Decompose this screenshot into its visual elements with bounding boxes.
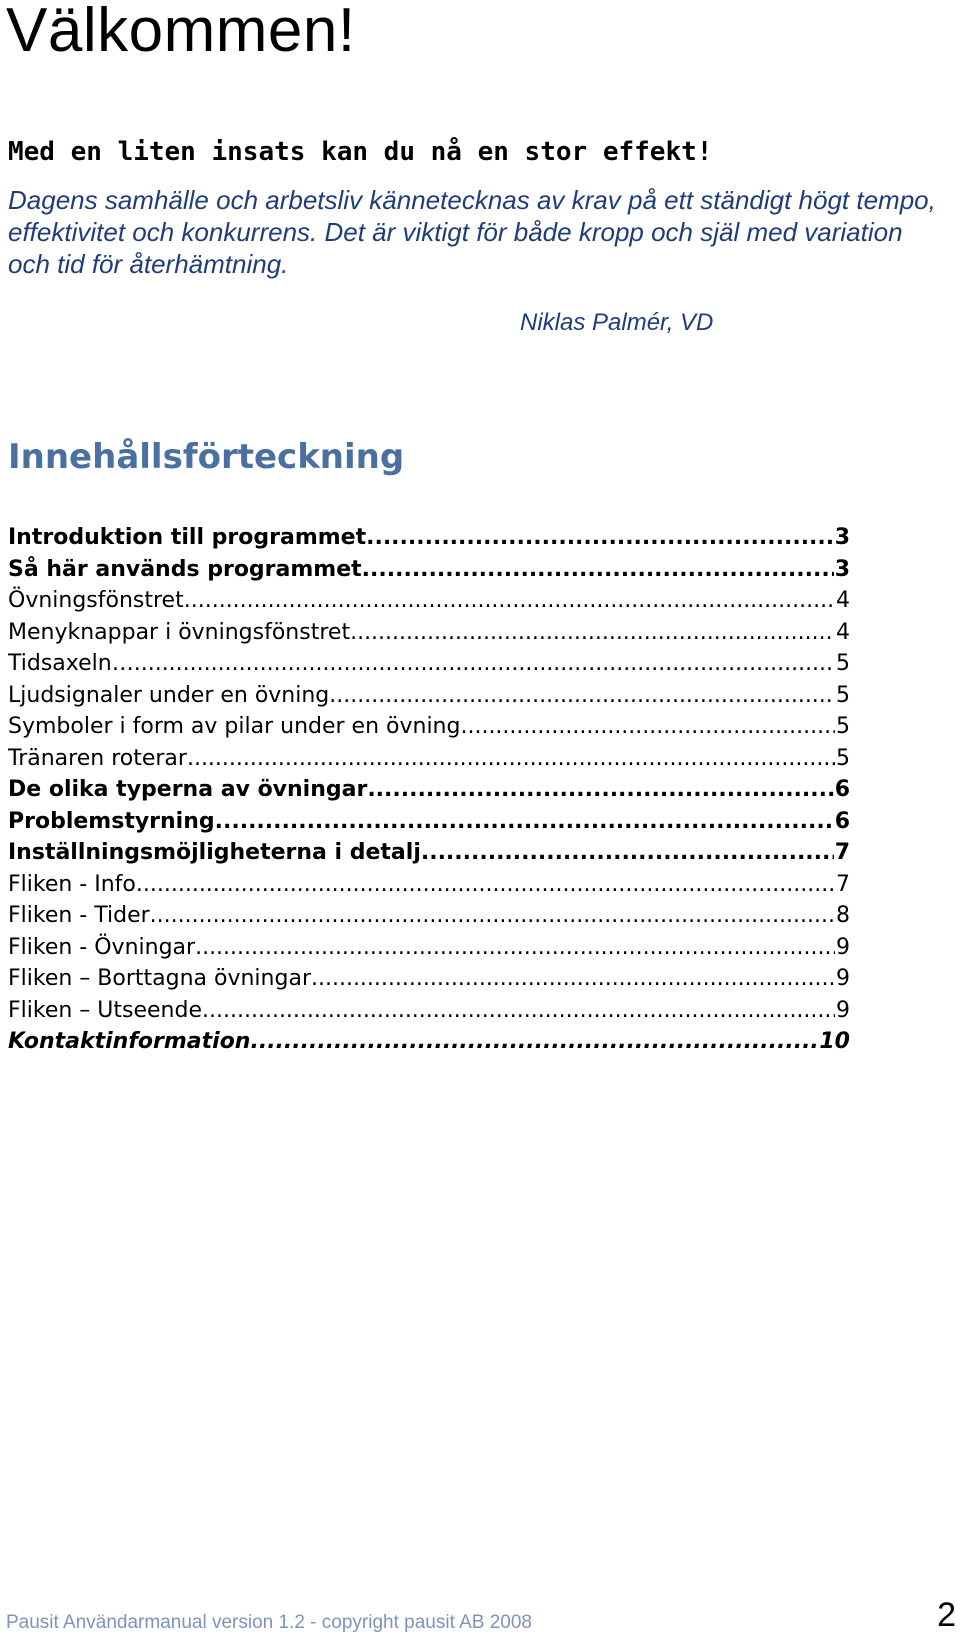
toc-entry-label: Fliken – Utseende xyxy=(8,997,203,1023)
toc-leader-dots xyxy=(460,711,835,743)
toc-leader-dots xyxy=(150,900,835,932)
footer-text: Pausit Användarmanual version 1.2 - copyright pausit AB 2008 xyxy=(6,1612,532,1633)
toc-entry-page: 6 xyxy=(834,777,850,802)
toc-entry-label: De olika typerna av övningar xyxy=(8,777,368,802)
toc-entry[interactable] xyxy=(8,995,850,1027)
toc-entry[interactable] xyxy=(8,774,850,806)
toc-entry-page: 3 xyxy=(834,525,850,550)
toc-entry-page: 8 xyxy=(836,903,850,928)
toc-leader-dots xyxy=(311,963,835,995)
toc-leader-dots xyxy=(195,932,835,964)
toc-entry[interactable] xyxy=(8,869,850,901)
toc-leader-dots xyxy=(215,806,834,838)
toc-entry[interactable] xyxy=(8,617,850,649)
toc-entry[interactable] xyxy=(8,1026,850,1058)
toc-entry-label: Fliken - Info xyxy=(8,871,136,897)
toc-leader-dots xyxy=(329,680,835,712)
toc-entry[interactable] xyxy=(8,900,850,932)
toc-entry[interactable] xyxy=(8,837,850,869)
toc-entry-page: 9 xyxy=(836,966,850,991)
toc-entry-page: 6 xyxy=(834,808,850,834)
intro-paragraph: Dagens samhälle och arbetsliv kännetecknas av krav på ett ständigt högt tempo, effektivitet och konkurrens. Det är viktigt för både kropp och själ med variation och tid för återhämtning. xyxy=(8,185,936,279)
toc-entry-label: Inställningsmöjligheterna i detalj xyxy=(8,840,421,865)
toc-entry-label: Tidsaxeln… xyxy=(8,651,134,676)
toc-entry-page: 5 xyxy=(836,651,850,676)
toc-entry[interactable] xyxy=(8,648,850,680)
toc-entry-page: 5 xyxy=(836,745,850,771)
toc-heading: Innehållsförteckning xyxy=(8,437,405,477)
toc-entry[interactable] xyxy=(8,554,850,586)
toc-entry-label: Så här används programmet xyxy=(8,556,362,582)
signature: Niklas Palmér, VD xyxy=(520,309,714,336)
toc-entry-page: 7 xyxy=(834,840,850,865)
toc-entry[interactable] xyxy=(8,522,850,554)
toc-leader-dots xyxy=(134,648,835,680)
toc-leader-dots xyxy=(362,554,834,586)
toc-entry-label: Ljudsignaler under en övning xyxy=(8,682,330,708)
toc-leader-dots xyxy=(421,837,834,869)
toc-entry[interactable] xyxy=(8,585,850,617)
toc-entry[interactable] xyxy=(8,963,850,995)
page-number: 2 xyxy=(937,1596,956,1634)
toc-entry-page: 4 xyxy=(836,588,850,613)
toc-leader-dots xyxy=(202,995,835,1027)
toc-entry-label: Tränaren roterar xyxy=(8,745,187,771)
toc-entry[interactable] xyxy=(8,711,850,743)
toc-leader-dots xyxy=(367,774,833,806)
toc-leader-dots xyxy=(250,1026,818,1058)
toc-entry-label: Fliken – Borttagna övningar xyxy=(8,966,311,991)
toc-entry-page: 3 xyxy=(834,556,850,582)
table-of-contents xyxy=(8,522,850,1058)
toc-entry-page: 5 xyxy=(836,682,850,708)
page-title: Välkommen! xyxy=(6,0,356,65)
toc-entry-page: 5 xyxy=(836,714,850,739)
toc-entry-page: 9 xyxy=(836,997,850,1023)
toc-leader-dots xyxy=(366,522,834,554)
toc-entry-label: Övningsfönstret xyxy=(8,588,184,613)
toc-entry[interactable] xyxy=(8,806,850,838)
toc-leader-dots xyxy=(350,617,835,649)
toc-entry-label: Fliken - Övningar xyxy=(8,934,196,960)
toc-entry-label: Menyknappar i övningsfönstret xyxy=(8,619,351,645)
toc-entry-label: Introduktion till programmet xyxy=(8,525,367,550)
toc-entry[interactable] xyxy=(8,680,850,712)
toc-entry-page: 7 xyxy=(836,871,850,897)
toc-entry[interactable] xyxy=(8,932,850,964)
toc-entry-label: Problemstyrning xyxy=(8,808,215,834)
toc-entry-page: 10 xyxy=(819,1029,850,1054)
slogan: Med en liten insats kan du nå en stor effekt! xyxy=(8,137,713,167)
toc-entry-label: Symboler i form av pilar under en övning xyxy=(8,714,461,739)
toc-entry-page: 9 xyxy=(836,934,850,960)
toc-entry-label: Kontaktinformation xyxy=(8,1029,251,1054)
toc-entry-label: Fliken - Tider xyxy=(8,903,150,928)
toc-entry[interactable] xyxy=(8,743,850,775)
toc-entry-page: 4 xyxy=(836,619,850,645)
toc-leader-dots xyxy=(187,743,835,775)
toc-leader-dots xyxy=(184,585,835,617)
toc-leader-dots xyxy=(136,869,835,901)
